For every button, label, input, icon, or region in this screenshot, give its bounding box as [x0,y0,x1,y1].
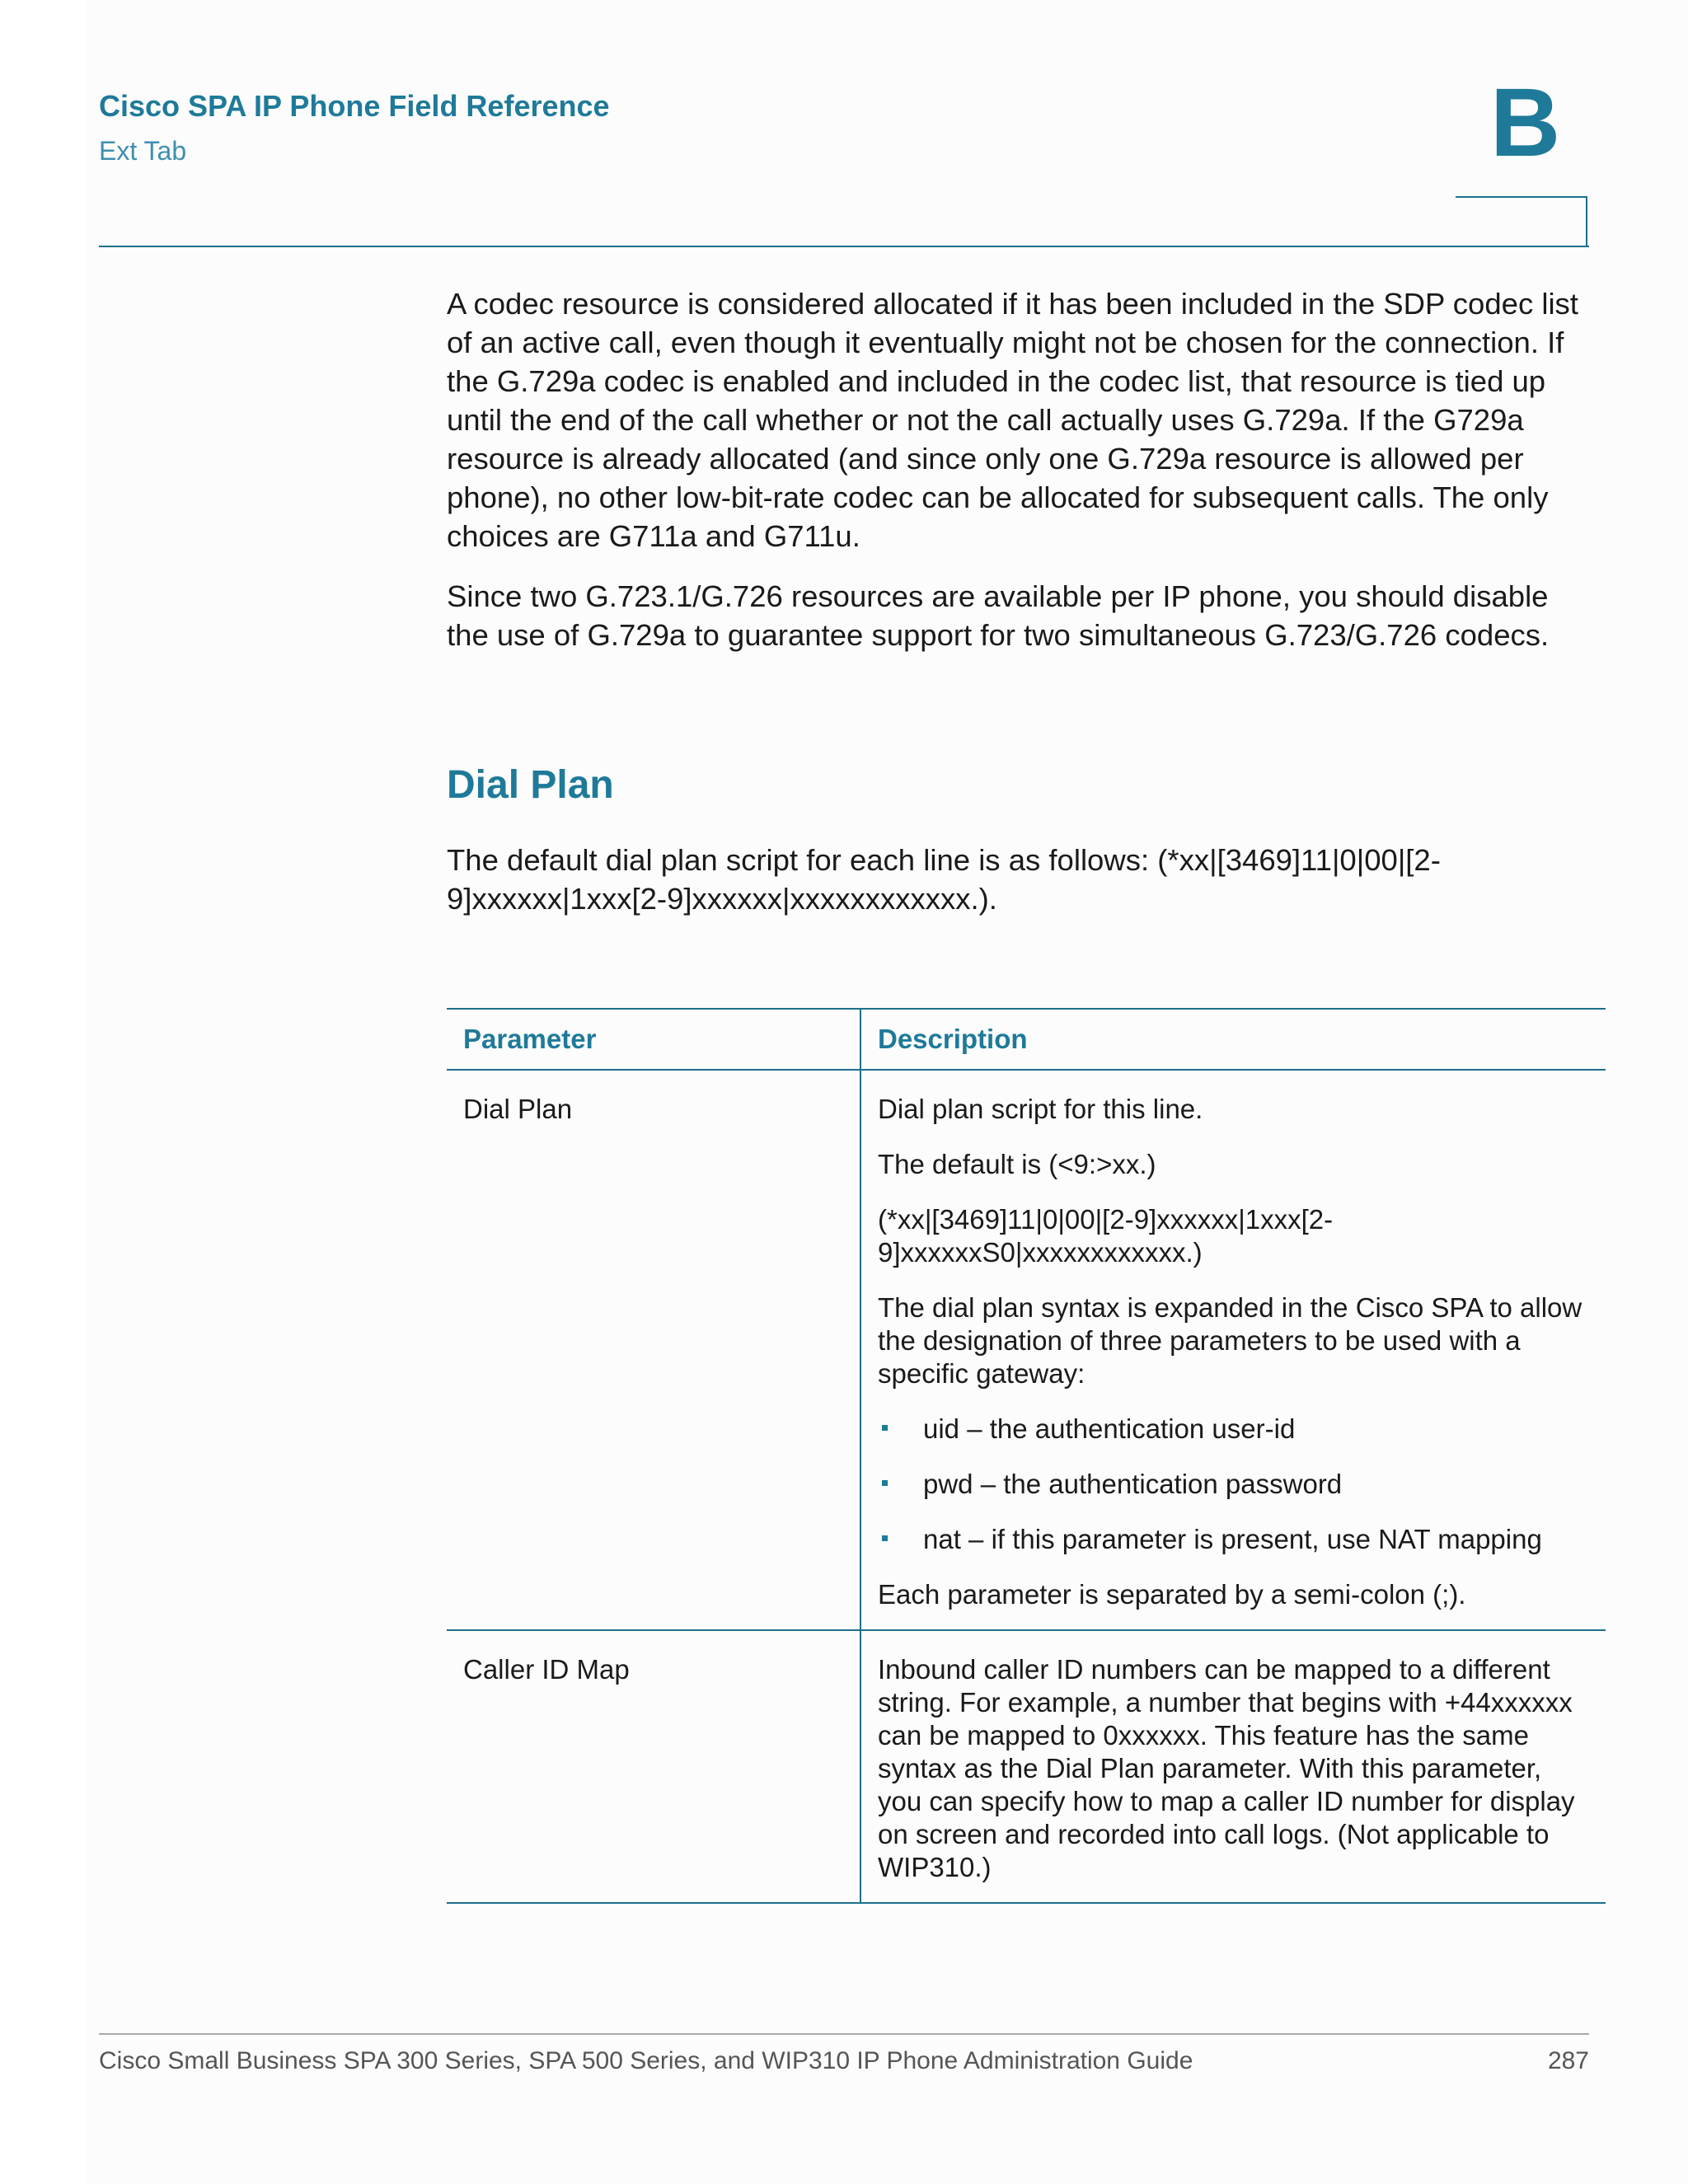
table-header-parameter [447,1009,860,1070]
bullet-text: nat – if this parameter is present, use NAT mapping [923,1524,1542,1554]
description-text: Inbound caller ID numbers can be mapped to a different string. For example, a number that begins with +44xxxxxx can be mapped to 0xxxxxx. This feature has the same syntax as the Dial Plan parameter. With this parameter, you can specify how to map a caller ID number for display on screen and recorded into call logs. (Not applicable to WIP310.) [878,1654,1575,1882]
header-label: Parameter [463,1024,597,1054]
bullet-item [878,1523,1589,1556]
row-parameter: Dial Plan [447,1070,860,1630]
description-text: The default is (<9:>xx.) [878,1149,1156,1179]
bullet-square-icon [882,1480,888,1486]
table-header-description [860,1009,1606,1070]
running-header-title: Cisco SPA IP Phone Field Reference [99,89,610,123]
body-paragraph: A codec resource is considered allocated if it has been included in the SDP codec list of an active call, even though it eventually might not be chosen for the connection. If the G.729a codec is enabled and included in the codec list, that resource is tied up until the end of the call whether or not the call actually uses G.729a. If the G729a resource is already allocated (and since only one G.729a resource is allowed per phone), no other low-bit-rate codec can be allocated for subsequent calls. The only choices are G711a and G711u. [447,287,1578,553]
table-row [447,1070,1606,1630]
chapter-letter: B [1490,68,1561,177]
chapter-tab-frame [1456,196,1587,246]
section-intro: The default dial plan script for each line is as follows: (*xx|[3469]11|0|00|[2-9]xxxxxx|1xxx[2-9]xxxxxx|xxxxxxxxxxxx.). [447,843,1441,916]
header-rule [99,246,1589,247]
row-description [860,1630,1606,1903]
bullet-square-icon [882,1535,888,1541]
description-text: (*xx|[3469]11|0|00|[2-9]xxxxxx|1xxx[2-9]xxxxxxS0|xxxxxxxxxxxx.) [878,1204,1334,1268]
header-label: Description [878,1024,1028,1054]
row-parameter: Caller ID Map [447,1630,860,1903]
bullet-item [878,1468,1589,1501]
running-header-subtitle: Ext Tab [99,136,187,166]
description-text: The dial plan syntax is expanded in the Cisco SPA to allow the designation of three parameters to be used with a specific gateway: [878,1292,1582,1389]
description-text: Each parameter is separated by a semi-colon (;). [878,1579,1466,1610]
table-row [447,1630,1606,1903]
row-description [860,1070,1606,1630]
footer-rule [99,2033,1589,2035]
bullet-text: pwd – the authentication password [923,1469,1343,1499]
parameter-table [447,1008,1606,1904]
bullet-text: uid – the authentication user-id [923,1413,1296,1444]
bullet-square-icon [882,1425,888,1431]
description-text: Dial plan script for this line. [878,1094,1203,1124]
page-number: 287 [1547,2047,1589,2074]
table-header-row [447,1009,1606,1070]
section-heading: Dial Plan [447,763,614,807]
body-paragraph: Since two G.723.1/G.726 resources are available per IP phone, you should disable the use of G.729a to guarantee support for two simultaneous G.723/G.726 codecs. [447,579,1550,652]
bullet-item [878,1413,1589,1446]
footer-guide-title: Cisco Small Business SPA 300 Series, SPA 500 Series, and WIP310 IP Phone Administration Guide [99,2047,1193,2074]
